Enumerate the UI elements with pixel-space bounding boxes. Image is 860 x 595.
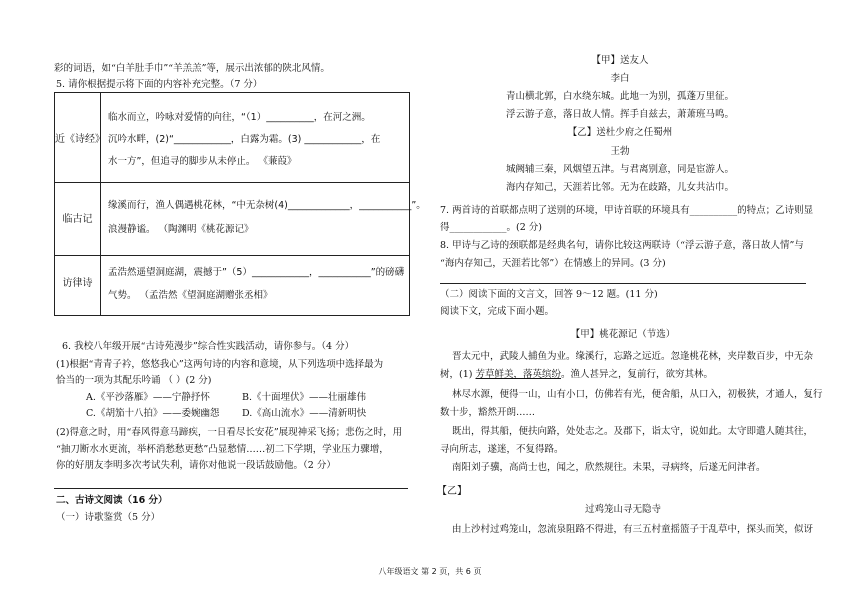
- table-row-border: [55, 255, 409, 256]
- prose-yi-line: 由上沙村过鸡笼山，忽流泉阻路不得进，有三五村童摇篮子于乱草中，探头而笑，似讶: [452, 524, 814, 535]
- table-category-guji: 临古记: [62, 214, 93, 225]
- option-b: B.《十面埋伏》——壮丽雄伟: [242, 392, 367, 403]
- prose-paragraph-1-cont: 树，(1) 芳草鲜美，落英缤纷。渔人甚异之，复前行，欲穷其林。: [440, 369, 714, 380]
- poem-yi-line: 城阙辅三秦，风烟望五津。与君离别意，同是宦游人。: [505, 164, 734, 175]
- question-6: 6. 我校八年级开展“古诗苑漫步”综合性实践活动，请你参与。（4 分）: [62, 341, 355, 352]
- poem-yi-line: 海内存知己，天涯若比邻。无为在歧路，儿女共沾巾。: [505, 182, 734, 193]
- question-6-2-line1: (2)得意之时，用“春风得意马蹄疾，一日看尽长安花”展现神采飞扬；悲伤之时，用: [56, 427, 403, 438]
- question-7-line2: 得____________。(2 分): [440, 222, 542, 233]
- page-footer: 八年级语文 第 2 页，共 6 页: [378, 567, 482, 576]
- prose-paragraph-2: 林尽水源，便得一山，山有小口，仿佛若有光，便舍船，从口入，初极狭，才通人，复行: [452, 389, 823, 400]
- fill-in-table: [54, 92, 426, 316]
- table-row-line: 浪漫静谧。 （陶渊明《桃花源记》: [108, 224, 254, 235]
- question-6-2-line3: 你的好朋友李明多次考试失利，请你对他说一段话鼓励他。（2 分）: [56, 460, 336, 471]
- table-divider: [100, 93, 101, 315]
- table-row-line: 水一方”，但追寻的脚步从未停止。 《蒹葭》: [108, 156, 297, 167]
- question-8-line2: “海内存知己，天涯若比邻”）在情感上的异同。(3 分): [440, 258, 666, 269]
- section-2-2-heading: （二）阅读下面的文言文，回答 9～12 题。(11 分): [440, 289, 658, 300]
- question-8-line1: 8. 甲诗与乙诗的颈联都是经典名句，请你比较这两联诗（“浮云游子意，落日故人情”与: [440, 240, 804, 251]
- poem-yi-author: 王勃: [610, 146, 630, 157]
- prose-paragraph-2-cont: 数十步，豁然开朗……: [440, 407, 536, 418]
- poem-jia-title: 【甲】送友人: [591, 55, 649, 66]
- table-row-line: 沉吟水畔，(2)“____________，白露为霜。(3) ____________，在: [108, 134, 381, 145]
- poem-jia-author: 李白: [610, 73, 630, 84]
- prose-paragraph-3-cont: 寻向所志，遂迷，不复得路。: [440, 444, 564, 455]
- underlined-sentence: 芳草鲜美，落英缤纷: [475, 369, 561, 380]
- answer-line: [440, 283, 806, 284]
- table-row-line: 孟浩然遥望洞庭湖，震撼于”（5）____________，___________”的磅礴: [108, 267, 405, 278]
- reading-instruction: 阅读下文，完成下面小题。: [440, 306, 555, 317]
- table-row-border: [55, 182, 409, 183]
- table-category-shijing: 近《诗经》: [55, 134, 105, 145]
- prose-paragraph-4: 南阳刘子骥，高尚士也，闻之，欣然规往。未果，寻病终，后遂无问津者。: [452, 462, 766, 473]
- prose-paragraph-3: 既出，得其船，便扶向路，处处志之。及郡下，诣太守，说如此。太守即遣人随其往，: [452, 426, 814, 437]
- section-2-1-heading: （一）诗歌鉴赏（5 分）: [56, 512, 161, 523]
- option-a: A.《平沙落雁》——宁静抒怀: [86, 392, 210, 403]
- poem-jia-line: 青山横北郭，白水绕东城。此地一为别，孤蓬万里征。: [505, 91, 734, 102]
- question-6-1-line2: 恰当的一项为其配乐吟诵 （ ）(2 分): [56, 375, 212, 386]
- table-category-lvshi: 访律诗: [62, 278, 93, 289]
- table-row-line: 临水而立，吟咏对爱情的向往，“（1）__________，在河之洲。: [108, 112, 371, 123]
- yi-marker: 【乙】: [437, 486, 467, 497]
- question-6-2-line2: “抽刀断水水更流，举杯消愁愁更愁”凸显愁情……初二下学期，学业压力骤增，: [56, 444, 389, 455]
- option-c: C.《胡笳十八拍》——委婉幽怨: [86, 408, 220, 419]
- prose-paragraph-1: 晋太元中，武陵人捕鱼为业。缘溪行，忘路之远近。忽逢桃花林，夹岸数百步，中无杂: [452, 351, 814, 362]
- prose-yi-title: 过鸡笼山寻无隐寺: [584, 504, 661, 515]
- poem-yi-title: 【乙】送杜少府之任蜀州: [567, 127, 673, 138]
- prose-jia-title: 【甲】桃花源记（节选）: [570, 329, 676, 340]
- question-6-1-line1: (1)根据“青青子衿，悠悠我心”这两句诗的内容和意境，从下列选项中选择最为: [56, 359, 384, 370]
- question-5: 5. 请你根据提示将下面的内容补充完整。（7 分）: [56, 79, 263, 90]
- answer-line: [54, 488, 408, 489]
- section-2-heading: 二、古诗文阅读（16 分）: [56, 495, 168, 506]
- poem-jia-line: 浮云游子意，落日故人情。挥手自兹去，萧萧班马鸣。: [505, 109, 734, 120]
- intro-line: 彩的词语，如“白羊肚手巾”“羊羔羔”等，展示出浓郁的陕北风情。: [54, 63, 330, 74]
- table-row-line: 缘溪而行，渔人偶遇桃花林，“中无杂树(4)_____________，___________”。: [108, 200, 426, 211]
- option-d: D.《高山流水》——清新明快: [242, 408, 367, 419]
- table-row-line: 气势。 （孟浩然《望洞庭湖赠张丞相》: [108, 290, 273, 301]
- question-7-line1: 7. 两首诗的首联都点明了送别的环境，甲诗首联的环境具有__________的特点；乙诗则显: [440, 205, 814, 216]
